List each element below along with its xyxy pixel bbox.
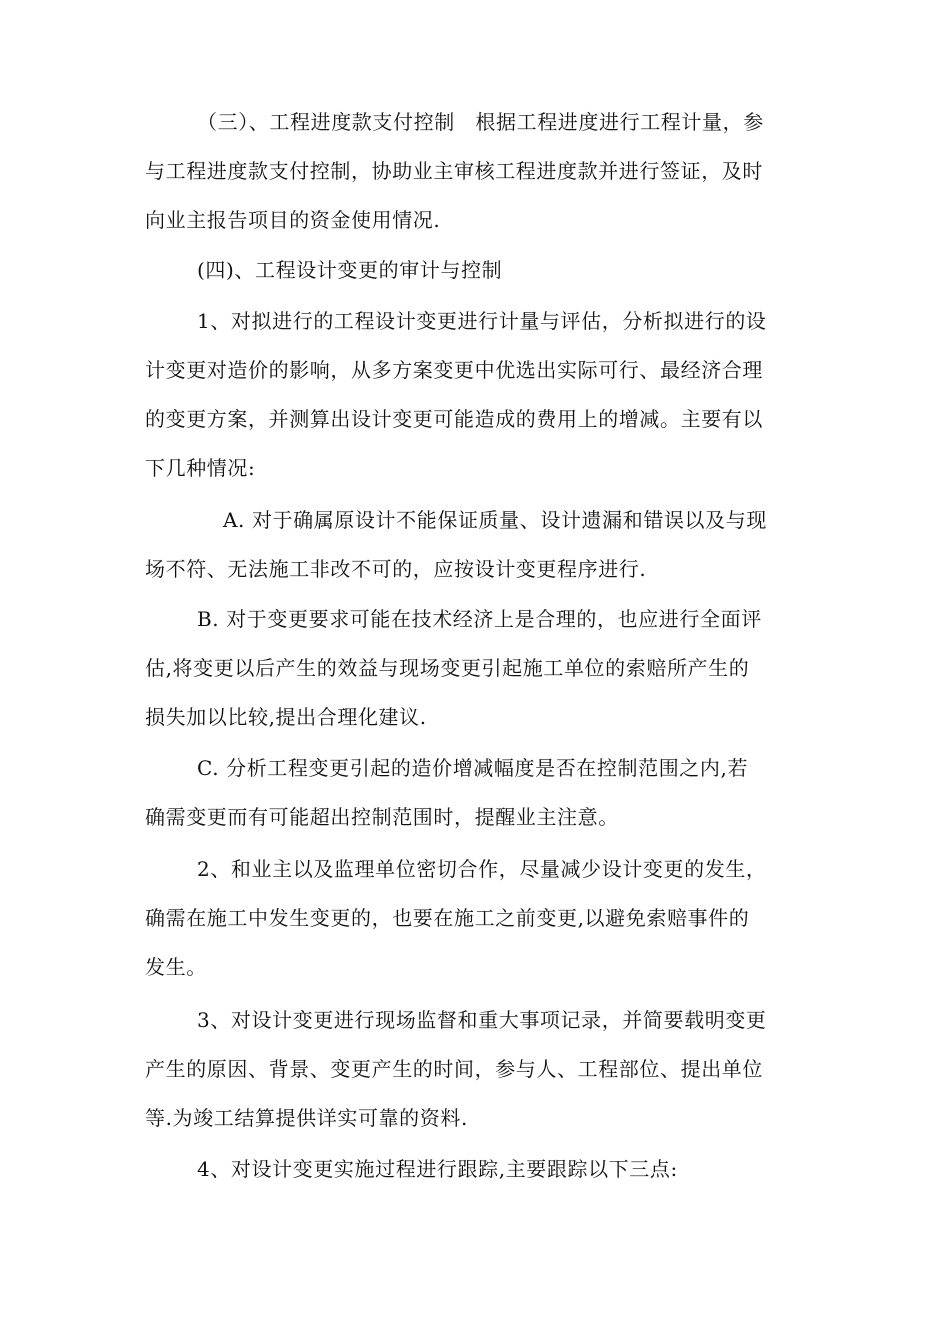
- text-line: 损失加以比较,提出合理化建议.: [145, 705, 427, 729]
- text-line: 发生。: [145, 955, 207, 979]
- text-line: 产生的原因、背景、变更产生的时间，参与人、工程部位、提出单位: [145, 1057, 763, 1081]
- text-line: 向业主报告项目的资金使用情况.: [145, 208, 441, 232]
- paragraph-item-2: [145, 845, 817, 992]
- text-line: 3、对设计变更进行现场监督和重大事项记录，并简要载明变更: [197, 1008, 767, 1032]
- paragraph-case-c: [145, 744, 817, 842]
- text-line: 下几种情况:: [145, 456, 256, 480]
- text-line: 确需变更而有可能超出控制范围时，提醒业主注意。: [145, 805, 619, 829]
- text-line: 4、对设计变更实施过程进行跟踪,主要跟踪以下三点:: [197, 1157, 678, 1181]
- text-line: 等.为竣工结算提供详实可靠的资料.: [145, 1106, 468, 1130]
- text-line: 计变更对造价的影响，从多方案变更中优选出实际可行、最经济合理: [145, 358, 763, 382]
- text-line: B. 对于变更要求可能在技术经济上是合理的，也应进行全面评: [197, 607, 762, 631]
- paragraph-progress-payment-control: [145, 98, 817, 245]
- text-line: 1、对拟进行的工程设计变更进行计量与评估，分析拟进行的设: [197, 309, 767, 333]
- text-line: 估,将变更以后产生的效益与现场变更引起施工单位的索赔所产生的: [145, 656, 750, 680]
- text-line: （三）、工程进度款支付控制 根据工程进度进行工程计量，参: [197, 110, 764, 134]
- paragraph-case-b: [145, 595, 817, 742]
- paragraph-case-a: [145, 496, 817, 594]
- paragraph-item-3: [145, 996, 817, 1143]
- paragraph-item-4: [145, 1145, 817, 1194]
- text-line: C. 分析工程变更引起的造价增减幅度是否在控制范围之内,若: [197, 756, 749, 780]
- paragraph-item-1: [145, 297, 817, 493]
- text-line: (四)、工程设计变更的审计与控制: [197, 258, 503, 282]
- text-line: 的变更方案，并测算出设计变更可能造成的费用上的增减。主要有以: [145, 407, 763, 431]
- section-heading-design-change-audit: [145, 246, 817, 295]
- text-line: 场不符、无法施工非改不可的，应按设计变更程序进行.: [145, 557, 647, 581]
- text-line: 与工程进度款支付控制，协助业主审核工程进度款并进行签证，及时: [145, 159, 763, 183]
- text-line: 2、和业主以及监理单位密切合作，尽量减少设计变更的发生，: [197, 857, 767, 881]
- text-line: 确需在施工中发生变更的，也要在施工之前变更,以避免索赔事件的: [145, 906, 750, 930]
- text-line: A. 对于确属原设计不能保证质量、设计遗漏和错误以及与现: [223, 508, 767, 532]
